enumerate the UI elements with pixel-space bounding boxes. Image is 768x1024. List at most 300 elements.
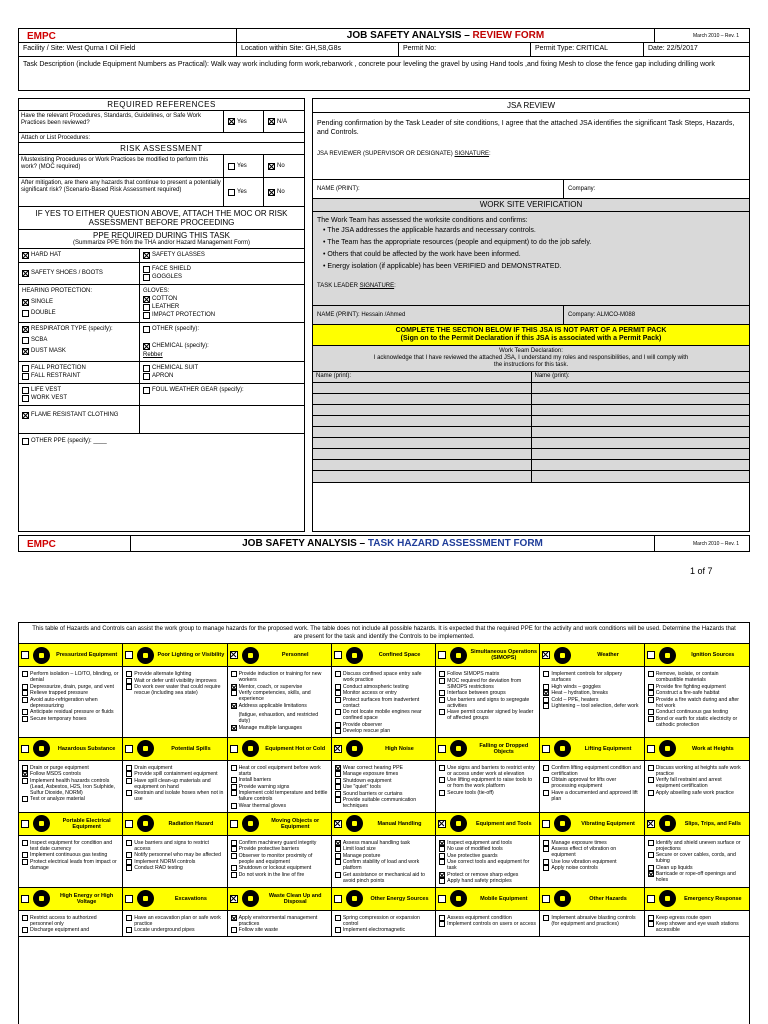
control-item[interactable] [126,678,224,684]
hazard-checkbox[interactable] [542,895,550,903]
control-item[interactable] [126,915,224,927]
control-checkbox[interactable] [22,859,28,865]
declaration-name-row[interactable] [313,394,749,405]
chemical-gloves-checkbox[interactable] [143,343,150,350]
control-item[interactable] [439,840,537,846]
control-item[interactable] [543,703,641,709]
control-item[interactable] [648,690,747,696]
ppe-life-vest[interactable] [22,387,136,394]
control-checkbox[interactable] [22,671,28,677]
chemical-suit-checkbox[interactable] [143,365,150,372]
cotton-checkbox[interactable] [143,296,150,303]
control-item[interactable] [126,927,224,933]
control-checkbox[interactable] [22,765,28,771]
control-checkbox[interactable] [231,790,237,796]
control-item[interactable] [648,709,747,715]
hazard-category[interactable] [645,644,749,666]
control-checkbox[interactable] [648,852,654,858]
control-item[interactable] [648,671,747,683]
control-item[interactable] [231,765,329,777]
control-checkbox[interactable] [335,722,341,728]
control-checkbox[interactable] [231,684,237,690]
hazard-category[interactable] [645,888,749,910]
control-checkbox[interactable] [335,684,341,690]
control-checkbox[interactable] [543,790,549,796]
control-checkbox[interactable] [439,697,445,703]
control-checkbox[interactable] [439,878,445,884]
hazard-checkbox[interactable] [21,651,29,659]
hazard-category[interactable] [540,888,644,910]
control-item[interactable] [543,840,641,846]
hazard-checkbox[interactable] [334,820,342,828]
control-checkbox[interactable] [231,777,237,783]
ppe-work-vest[interactable] [22,395,136,402]
dust-mask-checkbox[interactable] [22,348,29,355]
hazard-checkbox[interactable] [438,651,446,659]
control-item[interactable] [22,684,120,690]
control-checkbox[interactable] [543,865,549,871]
control-checkbox[interactable] [231,690,237,696]
control-checkbox[interactable] [648,921,654,927]
control-item[interactable] [335,797,433,809]
control-item[interactable] [126,840,224,852]
control-item[interactable] [335,684,433,690]
hazard-checkbox[interactable] [647,820,655,828]
control-checkbox[interactable] [335,872,341,878]
hazard-category[interactable] [645,738,749,760]
control-checkbox[interactable] [335,846,341,852]
risk-no-checkbox[interactable] [268,189,275,196]
control-item[interactable] [231,703,329,709]
control-checkbox[interactable] [335,853,341,859]
hazard-category[interactable] [645,813,749,835]
control-checkbox[interactable] [648,840,654,846]
control-checkbox[interactable] [648,697,654,703]
control-item[interactable] [22,915,120,927]
moc-no-checkbox[interactable] [268,163,275,170]
control-item[interactable] [126,684,224,696]
control-checkbox[interactable] [231,765,237,771]
control-checkbox[interactable] [335,771,341,777]
control-checkbox[interactable] [439,709,445,715]
control-item[interactable] [231,872,329,878]
hazard-category[interactable] [436,644,540,666]
ppe-respirator[interactable] [22,326,136,333]
references-na-option[interactable] [264,111,304,132]
control-checkbox[interactable] [543,846,549,852]
hazard-category[interactable] [19,738,123,760]
control-checkbox[interactable] [22,716,28,722]
control-checkbox[interactable] [543,684,549,690]
control-checkbox[interactable] [648,915,654,921]
control-item[interactable] [231,684,329,690]
control-item[interactable] [439,678,537,690]
control-item[interactable] [648,790,747,796]
other-ppe-checkbox[interactable] [22,438,29,445]
control-checkbox[interactable] [439,765,445,771]
declaration-name-row[interactable] [313,460,749,471]
moc-yes-option[interactable] [224,155,264,177]
control-item[interactable] [22,778,120,796]
hazard-category[interactable] [123,888,227,910]
control-checkbox[interactable] [543,840,549,846]
declaration-name-row[interactable] [313,471,749,483]
hazard-category[interactable] [228,644,332,666]
task-leader-company-field[interactable]: Company: ALMCO-M088 [568,312,636,318]
ppe-leather[interactable] [143,304,301,311]
fall-protection-checkbox[interactable] [22,365,29,372]
ppe-double[interactable] [22,310,136,317]
control-checkbox[interactable] [335,859,341,865]
control-checkbox[interactable] [543,690,549,696]
declaration-name-row[interactable] [313,427,749,438]
control-item[interactable] [231,803,329,809]
task-leader-name-field[interactable]: NAME (PRINT): Hessain /Ahmed [313,306,564,324]
control-item[interactable] [22,859,120,871]
control-checkbox[interactable] [648,709,654,715]
apron-checkbox[interactable] [143,373,150,380]
control-item[interactable] [543,865,641,871]
work-vest-checkbox[interactable] [22,395,29,402]
control-checkbox[interactable] [126,771,132,777]
ppe-other[interactable] [22,438,301,445]
control-checkbox[interactable] [439,671,445,677]
control-checkbox[interactable] [335,927,341,933]
risk-no-option[interactable] [264,178,304,206]
hazard-checkbox[interactable] [438,745,446,753]
control-item[interactable] [543,859,641,865]
control-item[interactable] [231,671,329,683]
hazard-checkbox[interactable] [230,651,238,659]
control-item[interactable] [231,840,329,846]
control-item[interactable] [335,697,433,709]
other-gloves-checkbox[interactable] [143,326,150,333]
hazard-category[interactable] [19,644,123,666]
control-item[interactable] [335,853,433,859]
control-item[interactable] [335,915,433,927]
control-item[interactable] [648,840,747,852]
hazard-category[interactable] [123,644,227,666]
control-checkbox[interactable] [22,697,28,703]
control-item[interactable] [22,852,120,858]
control-item[interactable] [439,790,537,796]
safety-shoes-checkbox[interactable] [22,270,29,277]
control-checkbox[interactable] [231,840,237,846]
control-checkbox[interactable] [648,790,654,796]
control-item[interactable] [543,790,641,802]
flame-resistant-checkbox[interactable] [22,412,29,419]
hazard-checkbox[interactable] [230,745,238,753]
hazard-checkbox[interactable] [647,895,655,903]
control-item[interactable] [648,697,747,709]
hazard-checkbox[interactable] [542,651,550,659]
control-checkbox[interactable] [543,859,549,865]
respirator-checkbox[interactable] [22,326,29,333]
ppe-face-shield[interactable] [143,266,301,273]
control-item[interactable] [648,865,747,871]
control-item[interactable] [439,697,537,709]
control-item[interactable] [22,765,120,771]
control-item[interactable] [439,878,537,884]
control-checkbox[interactable] [439,777,445,783]
ppe-fall-restraint[interactable] [22,373,136,380]
hazard-category[interactable] [332,644,436,666]
control-checkbox[interactable] [335,765,341,771]
control-item[interactable] [126,859,224,865]
control-checkbox[interactable] [648,865,654,871]
hazard-category[interactable] [436,738,540,760]
control-item[interactable] [648,915,747,921]
control-item[interactable] [335,784,433,790]
control-item[interactable] [22,671,120,683]
control-checkbox[interactable] [231,872,237,878]
control-item[interactable] [231,784,329,790]
double-checkbox[interactable] [22,310,29,317]
ppe-single[interactable] [22,299,136,306]
reviewer-company-field[interactable]: Company: [568,186,596,192]
control-checkbox[interactable] [231,703,237,709]
risk-yes-checkbox[interactable] [228,189,235,196]
declaration-name-row[interactable] [313,405,749,416]
control-checkbox[interactable] [335,915,341,921]
control-checkbox[interactable] [439,846,445,852]
control-checkbox[interactable] [126,671,132,677]
control-item[interactable] [648,765,747,777]
control-checkbox[interactable] [543,697,549,703]
ppe-goggles[interactable] [143,274,301,281]
hazard-checkbox[interactable] [125,745,133,753]
moc-yes-checkbox[interactable] [228,163,235,170]
control-checkbox[interactable] [22,684,28,690]
control-checkbox[interactable] [126,840,132,846]
control-checkbox[interactable] [543,703,549,709]
fall-restraint-checkbox[interactable] [22,373,29,380]
control-item[interactable] [439,921,537,927]
control-item[interactable] [335,709,433,721]
control-item[interactable] [335,791,433,797]
control-checkbox[interactable] [126,765,132,771]
declaration-name-row[interactable] [313,416,749,427]
control-item[interactable] [335,859,433,871]
control-checkbox[interactable] [231,865,237,871]
hazard-checkbox[interactable] [21,745,29,753]
control-checkbox[interactable] [126,859,132,865]
control-item[interactable] [231,777,329,783]
control-checkbox[interactable] [543,915,549,921]
control-item[interactable] [335,765,433,771]
control-item[interactable] [543,846,641,858]
ppe-flame-resistant[interactable] [22,412,136,419]
control-checkbox[interactable] [22,796,28,802]
control-item[interactable] [335,690,433,696]
control-checkbox[interactable] [22,852,28,858]
hazard-category[interactable] [332,888,436,910]
control-item[interactable] [439,690,537,696]
hazard-checkbox[interactable] [230,820,238,828]
control-item[interactable] [231,790,329,802]
ppe-impact[interactable] [143,312,301,319]
declaration-name-row[interactable] [313,438,749,449]
hazard-checkbox[interactable] [334,651,342,659]
control-checkbox[interactable] [335,797,341,803]
control-item[interactable] [648,716,747,728]
control-checkbox[interactable] [126,927,132,933]
control-item[interactable] [126,771,224,777]
control-item[interactable] [335,778,433,784]
control-item[interactable] [231,927,329,933]
hazard-checkbox[interactable] [125,820,133,828]
control-item[interactable] [22,697,120,709]
foul-weather-checkbox[interactable] [143,387,150,394]
control-item[interactable] [439,671,537,677]
control-item[interactable] [126,765,224,771]
control-checkbox[interactable] [22,915,28,921]
hazard-category[interactable] [332,813,436,835]
control-checkbox[interactable] [439,690,445,696]
single-checkbox[interactable] [22,299,29,306]
control-item[interactable] [126,852,224,858]
control-item[interactable] [439,765,537,777]
hazard-category[interactable] [332,738,436,760]
ppe-chemical-suit[interactable] [143,365,301,372]
control-item[interactable] [335,840,433,846]
control-item[interactable] [335,728,433,734]
control-checkbox[interactable] [126,684,132,690]
ppe-dust-mask[interactable] [22,348,136,355]
control-checkbox[interactable] [648,765,654,771]
control-item[interactable] [543,697,641,703]
control-checkbox[interactable] [439,678,445,684]
hazard-category[interactable] [228,888,332,910]
hazard-checkbox[interactable] [542,820,550,828]
control-checkbox[interactable] [648,777,654,783]
references-na-checkbox[interactable] [268,118,275,125]
control-item[interactable] [335,671,433,683]
control-item[interactable] [22,771,120,777]
control-item[interactable] [335,927,433,933]
control-item[interactable] [439,872,537,878]
control-item[interactable] [22,709,120,715]
ppe-apron[interactable] [143,373,301,380]
ppe-fall-protection[interactable] [22,365,136,372]
control-item[interactable] [543,915,641,927]
control-checkbox[interactable] [231,803,237,809]
face-shield-checkbox[interactable] [143,266,150,273]
control-item[interactable] [231,915,329,927]
control-item[interactable] [335,846,433,852]
hazard-checkbox[interactable] [125,895,133,903]
control-checkbox[interactable] [335,784,341,790]
control-item[interactable] [22,927,120,933]
impact-checkbox[interactable] [143,312,150,319]
leather-checkbox[interactable] [143,304,150,311]
control-checkbox[interactable] [439,921,445,927]
control-checkbox[interactable] [335,671,341,677]
control-item[interactable] [543,765,641,777]
control-item[interactable] [543,684,641,690]
control-checkbox[interactable] [231,927,237,933]
ppe-other-gloves[interactable] [143,326,301,333]
ppe-hard-hat[interactable] [22,252,136,259]
control-item[interactable] [335,872,433,884]
ppe-foul-weather[interactable] [143,387,301,394]
control-item[interactable] [335,771,433,777]
control-checkbox[interactable] [231,784,237,790]
hazard-checkbox[interactable] [21,895,29,903]
hazard-category[interactable] [540,738,644,760]
hazard-category[interactable] [228,813,332,835]
control-item[interactable] [648,684,747,690]
control-item[interactable] [22,690,120,696]
control-checkbox[interactable] [126,865,132,871]
safety-glasses-checkbox[interactable] [143,252,150,259]
control-checkbox[interactable] [126,915,132,921]
control-item[interactable] [231,846,329,852]
hard-hat-checkbox[interactable] [22,252,29,259]
hazard-checkbox[interactable] [125,651,133,659]
control-item[interactable] [126,790,224,802]
control-checkbox[interactable] [335,697,341,703]
control-checkbox[interactable] [335,690,341,696]
hazard-category[interactable] [123,813,227,835]
control-item[interactable] [126,778,224,790]
control-checkbox[interactable] [231,725,237,731]
control-item[interactable] [231,690,329,702]
control-checkbox[interactable] [439,790,445,796]
control-item[interactable] [22,796,120,802]
control-checkbox[interactable] [439,872,445,878]
hazard-category[interactable] [540,644,644,666]
control-checkbox[interactable] [22,927,28,933]
control-checkbox[interactable] [439,853,445,859]
hazard-checkbox[interactable] [647,745,655,753]
control-checkbox[interactable] [126,678,132,684]
references-yes-checkbox[interactable] [228,118,235,125]
control-checkbox[interactable] [22,690,28,696]
ppe-chemical-gloves[interactable] [143,343,301,350]
control-item[interactable] [439,846,537,852]
control-checkbox[interactable] [126,852,132,858]
hazard-category[interactable] [19,888,123,910]
control-item[interactable] [543,777,641,789]
control-item[interactable] [231,865,329,871]
control-item[interactable] [648,871,747,883]
hazard-checkbox[interactable] [438,895,446,903]
hazard-checkbox[interactable] [647,651,655,659]
control-checkbox[interactable] [648,716,654,722]
control-checkbox[interactable] [648,671,654,677]
control-item[interactable] [648,921,747,933]
hazard-checkbox[interactable] [334,745,342,753]
control-item[interactable] [335,722,433,728]
control-checkbox[interactable] [22,778,28,784]
control-checkbox[interactable] [231,671,237,677]
ppe-cotton[interactable] [143,296,301,303]
control-item[interactable] [22,716,120,722]
control-checkbox[interactable] [543,765,549,771]
control-item[interactable] [648,852,747,864]
control-checkbox[interactable] [126,790,132,796]
hazard-category[interactable] [436,813,540,835]
hazard-category[interactable] [540,813,644,835]
reviewer-name-field[interactable]: NAME (PRINT): [313,180,564,198]
control-item[interactable] [648,777,747,789]
declaration-name-row[interactable] [313,383,749,394]
control-checkbox[interactable] [231,915,237,921]
hazard-checkbox[interactable] [230,895,238,903]
control-item[interactable] [22,840,120,852]
declaration-name-row[interactable] [313,449,749,460]
